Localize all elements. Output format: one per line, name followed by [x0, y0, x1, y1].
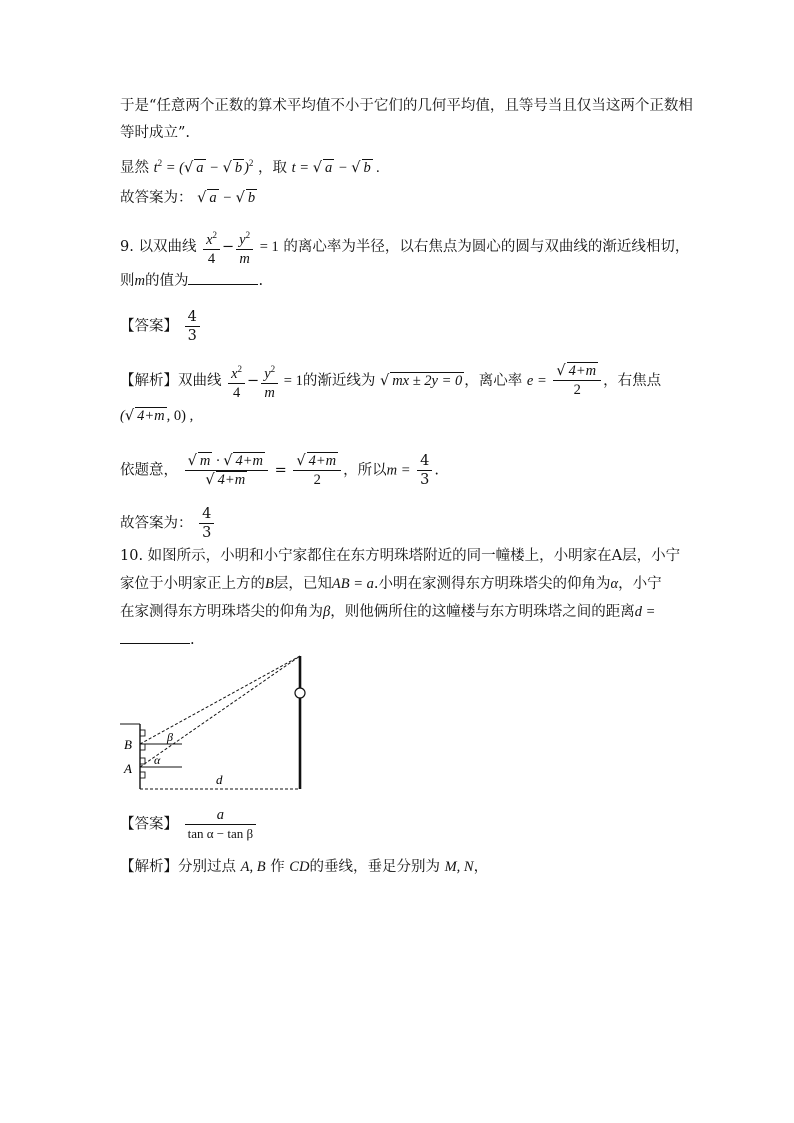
q9-line-2: 则m的值为 . [120, 273, 264, 289]
q10-figure [118, 652, 318, 792]
q9-focus: (√ 4+m , 0) , [120, 408, 194, 424]
q9-e-lhs: e = [526, 372, 547, 389]
q10-ab-eq: AB = a [331, 576, 374, 592]
q10-line-1 [120, 546, 680, 566]
q9-text-b: 的离心率为半径，以右焦点为圆心的圆与双曲线的渐近线相切， [283, 238, 690, 255]
label-beta: β [167, 730, 173, 744]
label-b: B [124, 737, 132, 752]
q10-cd: CD [289, 859, 310, 875]
q10-mn: M, N [444, 859, 474, 875]
sight-line-b [140, 656, 300, 744]
q10-alpha: α [610, 576, 619, 592]
tower-sphere [295, 688, 305, 698]
window-1 [140, 730, 145, 736]
q9-by-line: 依题意， $\frac{√ m \cdot √ 4+m}{√ 4+m}$ = $\frac{√ 4+m}{2}$ ，所以m = $\frac{4}{3}$ . [120, 453, 439, 488]
q10-number: 10. [120, 548, 144, 564]
q9-frac-y: $\frac{y^2}{m}$ [236, 226, 253, 268]
q9-analysis-b: 的渐近线为 [302, 372, 376, 389]
q10-answer-frac: $\frac{a}{\text{tan α − tan β}}$ [185, 806, 257, 843]
q9-analysis-c: ，离心率 [464, 372, 523, 389]
q9-focus-line [120, 406, 193, 426]
obvious-mid: ，取 [258, 159, 288, 176]
q9-so-frac: $\frac{4}{3}$ [417, 452, 432, 489]
q10-line3-a: 在家测得东方明珠塔尖的仰角为 [120, 604, 323, 620]
label-d: d [216, 772, 223, 787]
q9-analysis-a: 双曲线 [178, 372, 222, 389]
q10-var-b: B [265, 576, 274, 592]
q9-analysis: 【解析】双曲线 $\frac{x^2}{4}$ − $\frac{y^2}{m}$ = 1的渐近线为 √ mx ± 2y = 0 ，离心率 e = $\frac{√ 4+m}{2}$ ，右焦点 [120, 360, 661, 402]
q10-line2-g: ，小宁 [618, 576, 662, 592]
obvious-formula: $t^2$ = (√ a − √ b )$^2$ [153, 158, 254, 176]
q10-analysis-e: 的垂线，垂足分别为 [309, 859, 440, 875]
q9-answer-blank [188, 284, 258, 285]
q9-by-text: 依题意， [120, 462, 178, 479]
q10-line3-c: ，则他俩所住的这幢楼与东方明珠塔之间的距离 [330, 604, 635, 620]
label-a: A [124, 761, 132, 776]
obvious-prefix: 显然 [120, 159, 149, 176]
q10-line2-e: .小明在家测得东方明珠塔尖的仰角为 [373, 576, 611, 592]
q9-statement: 9. 以双曲线 $\frac{x^2}{4}$ − $\frac{y^2}{m}$ = 1 的离心率为半径，以右焦点为圆心的圆与双曲线的渐近线相切， [120, 226, 689, 268]
q10-analysis-g: ， [473, 859, 489, 875]
q9-final [120, 505, 216, 542]
q9-answer [120, 308, 202, 345]
q9-var-m: m [134, 273, 145, 289]
q9-final-prefix: 故答案为： [120, 515, 193, 532]
q10-beta: β [323, 604, 331, 620]
q10-line2-c: 层，已知 [273, 576, 332, 592]
intro-obvious-line [120, 153, 380, 178]
q10-line-2 [120, 574, 662, 594]
q9-so-text: ，所以 [343, 462, 387, 479]
q9-asymptote: √ mx ± 2y = 0 [379, 372, 463, 389]
q9-so-var: m = [386, 462, 411, 479]
intro-line-2: 等时成立”. [120, 125, 191, 141]
q9-analysis-tag: 【解析】 [120, 372, 178, 389]
q9-e-frac: $\frac{√ 4+m}{2}$ [553, 362, 601, 399]
q9-analysis-d: ，右焦点 [603, 372, 662, 389]
q9-answer-tag: 【答案】 [120, 318, 178, 335]
q10-line-3 [120, 602, 655, 622]
q10-answer-tag: 【答案】 [120, 816, 178, 833]
q9-line2-b: 的值为 [144, 273, 189, 289]
q10-line2-a: 家位于小明家正上方的 [120, 576, 265, 592]
q9-analysis-frac-x: $\frac{x^2}{4}$ [228, 360, 245, 402]
q10-analysis-c: 作 [270, 859, 285, 875]
q10-analysis-a: 分别过点 [178, 859, 236, 875]
q9-text-a: 以双曲线 [138, 238, 197, 255]
q10-d-eq: d = [634, 604, 656, 620]
q10-answer [120, 806, 258, 843]
window-3 [140, 758, 145, 764]
q9-by-rhs: $\frac{√ 4+m}{2}$ [293, 452, 341, 489]
q10-points-ab: A, B [240, 859, 266, 875]
intro-answer-formula: √ a − √ b [197, 190, 256, 206]
label-alpha: α [154, 753, 161, 767]
t-formula: t = √ a − √ b . [291, 159, 380, 176]
q9-number: 9. [120, 238, 134, 255]
q10-analysis [120, 857, 488, 877]
sight-line-a [140, 656, 300, 767]
q10-analysis-tag: 【解析】 [120, 859, 178, 875]
q9-by-frac: $\frac{√ m \cdot √ 4+m}{√ 4+m}$ [185, 452, 268, 489]
q9-frac-x: $\frac{x^2}{4}$ [203, 226, 220, 268]
intro-answer-line [120, 188, 257, 208]
q9-eq-tail: = 1 [259, 238, 279, 255]
window-4 [140, 772, 145, 778]
q9-final-frac: $\frac{4}{3}$ [199, 505, 214, 542]
q9-answer-frac: $\frac{4}{3}$ [185, 308, 200, 345]
q10-blank-line: . [120, 630, 195, 650]
intro-line-1: 于是“任意两个正数的算术平均值不小于它们的几何平均值，且等号当且仅当这两个正数相 [120, 98, 693, 114]
q9-analysis-frac-y: $\frac{y^2}{m}$ [261, 360, 278, 402]
q10-line1-text: 如图所示，小明和小宁家都住在东方明珠塔附近的同一幢楼上，小明家在A层，小宁 [147, 548, 681, 564]
window-2 [140, 744, 145, 750]
intro-answer-prefix: 故答案为： [120, 190, 193, 206]
q9-line2-a: 则 [120, 273, 135, 289]
q10-answer-blank [120, 643, 190, 644]
